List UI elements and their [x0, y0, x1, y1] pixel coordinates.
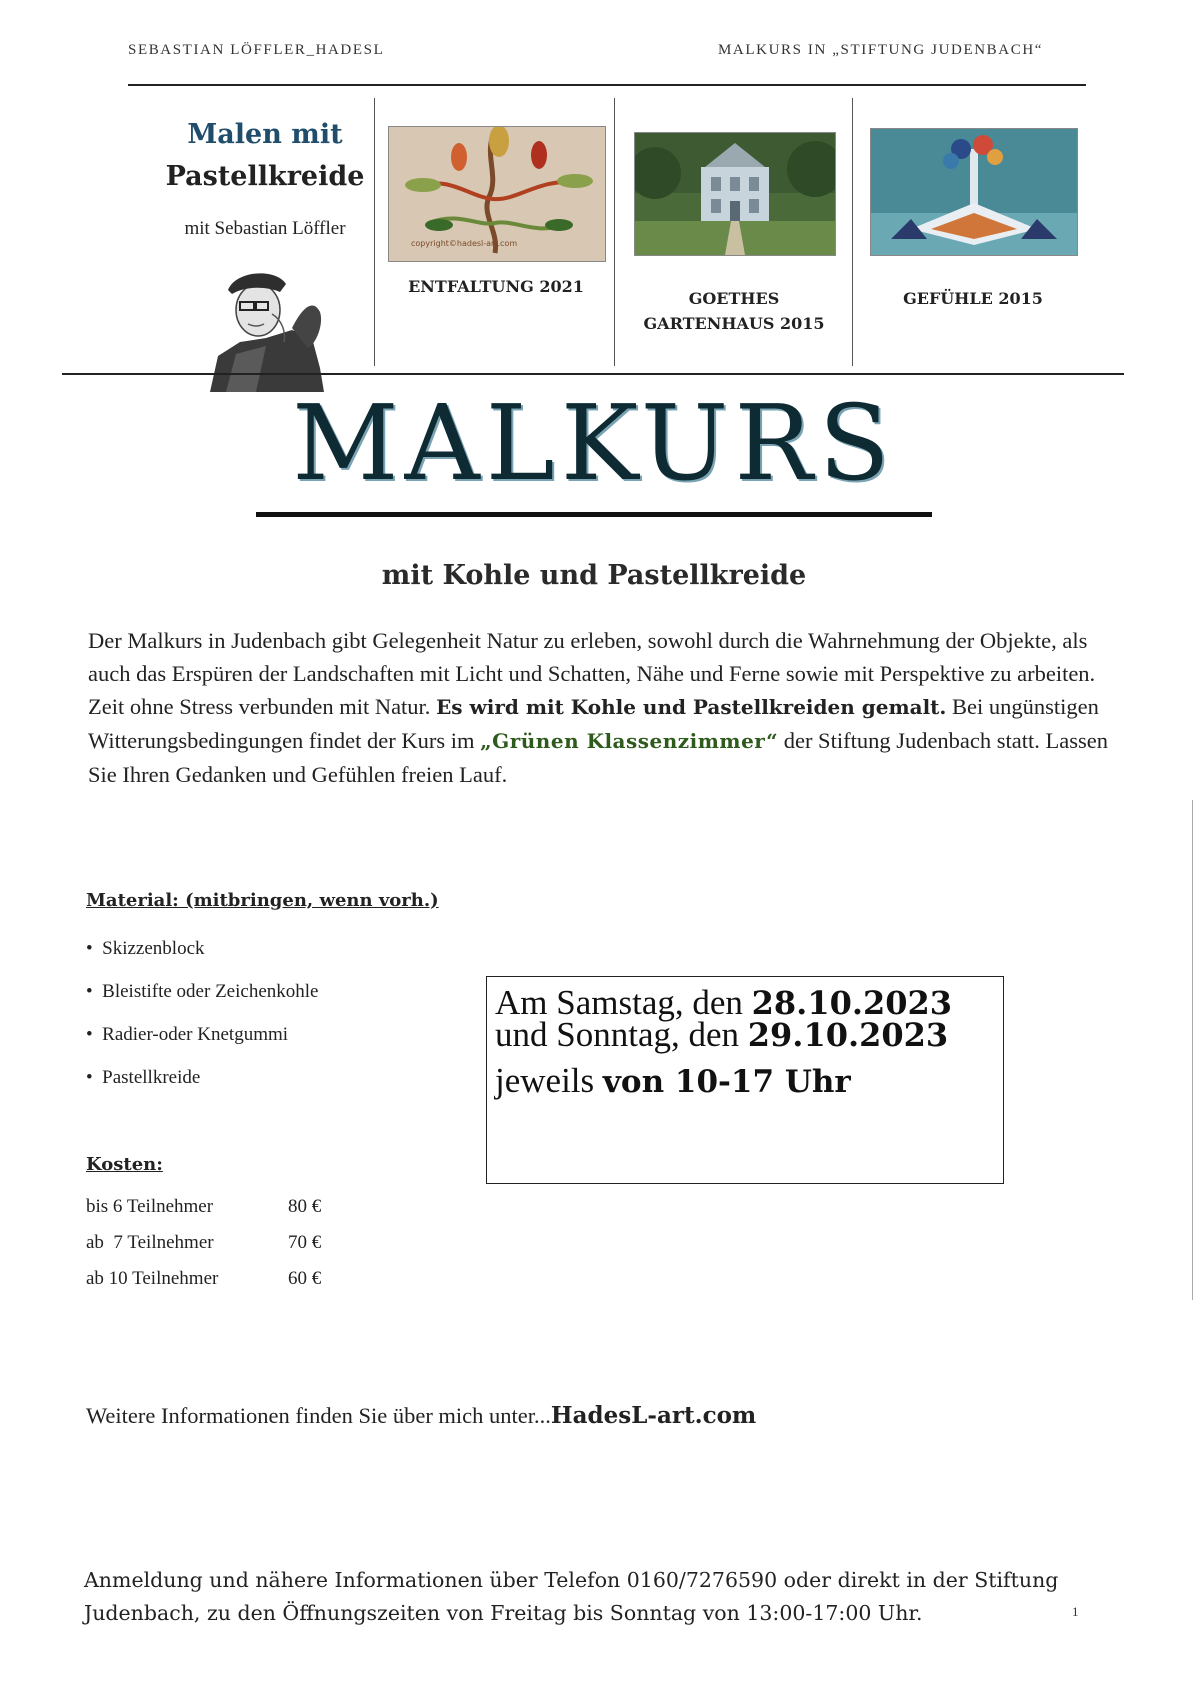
artwork-watermark: copyright©hadesl-art.com	[411, 239, 518, 248]
main-subtitle: mit Kohle und Pastellkreide	[381, 560, 807, 591]
main-title: MALKURS	[292, 382, 896, 504]
artwork-caption	[626, 286, 842, 336]
footer-line2: Judenbach, zu den Öffnungszeiten von Freitag bis Sonntag von 13:00-17:00 Uhr.	[84, 1601, 923, 1625]
dates-box	[486, 976, 1004, 1184]
cost-label: ab 7 Teilnehmer	[86, 1232, 214, 1253]
date-line-sunday	[495, 1015, 995, 1054]
intro-title-line1: Malen mit	[187, 119, 343, 150]
column-divider	[614, 98, 615, 366]
header-rule	[128, 84, 1086, 86]
artwork-caption: ENTFALTUNG 2021	[408, 277, 584, 296]
date-line-time	[495, 1057, 995, 1106]
page-number: 1	[1072, 1604, 1079, 1619]
material-item: Pastellkreide	[102, 1067, 201, 1088]
website-link[interactable]: HadesL-art.com	[550, 1402, 757, 1429]
scan-edge	[1192, 800, 1193, 1300]
artwork-caption: GEFÜHLE 2015	[903, 289, 1043, 308]
table-row	[86, 1196, 346, 1232]
artwork-entfaltung-image	[388, 126, 606, 262]
material-item: Skizzenblock	[102, 938, 205, 959]
header-right: MALKURS IN „STIFTUNG JUDENBACH“	[718, 42, 1044, 58]
description-bold: Es wird mit Kohle und Pastellkreiden gemalt.	[436, 695, 947, 719]
intro-byline: mit Sebastian Löffler	[184, 218, 346, 239]
date-sunday-label: und Sonntag, den	[495, 1015, 748, 1054]
cost-price: 60 €	[288, 1268, 322, 1289]
header-left: SEBASTIAN LÖFFLER_HADESL	[128, 42, 385, 58]
section-rule	[62, 373, 1124, 375]
description-tail: Bei ungünstigen Witterungsbedingungen findet der Kurs im	[88, 694, 1099, 753]
material-list	[86, 938, 318, 1110]
time-value: von 10-17 Uhr	[602, 1064, 851, 1100]
main-title-underline	[256, 512, 932, 517]
costs-table	[86, 1196, 346, 1304]
time-label: jeweils	[495, 1061, 603, 1100]
material-heading: Material: (mitbringen, wenn vorh.)	[86, 890, 439, 911]
green-classroom-quote: „Grünen Klassenzimmer“	[480, 729, 779, 753]
column-divider	[852, 98, 853, 366]
artwork-caption-line1: GOETHES	[688, 289, 780, 308]
costs-heading: Kosten:	[86, 1154, 163, 1175]
date-saturday-label: Am Samstag, den	[495, 983, 752, 1022]
intro-title-line2: Pastellkreide	[165, 161, 365, 192]
description-text: Der Malkurs in Judenbach gibt Gelegenheit Natur zu erleben, sowohl durch die Wahrnehmung der Objekte, als auch das Erspüren der Landschaften mit Licht und Schatten, Nähe und Ferne sowie mit Perspektive zu arbeiten. Zeit ohne Stress verbunden mit Natur.	[88, 628, 1096, 719]
info-line	[86, 1402, 756, 1429]
date-sunday-value: 29.10.2023	[747, 1016, 949, 1054]
artwork-gefuehle-image	[870, 128, 1078, 256]
material-item: Radier-oder Knetgummi	[102, 1024, 289, 1045]
artwork-gartenhaus-image	[634, 132, 836, 256]
list-item: • Radier-oder Knetgummi	[86, 1024, 289, 1045]
column-divider	[374, 98, 375, 366]
cost-label: bis 6 Teilnehmer	[86, 1196, 214, 1217]
description-end: der Stiftung Judenbach statt. Lassen Sie Ihren Gedanken und Gefühlen freien Lauf.	[88, 728, 1109, 787]
cost-price: 80 €	[288, 1196, 322, 1217]
date-saturday-value: 28.10.2023	[751, 984, 953, 1022]
table-row	[86, 1232, 346, 1268]
list-item: • Bleistifte oder Zeichenkohle	[86, 981, 319, 1002]
footer-line1: Anmeldung und nähere Informationen über Telefon 0160/7276590 oder direkt in der Stiftung	[84, 1568, 1059, 1592]
info-text: Weitere Informationen finden Sie über mich unter...	[86, 1403, 551, 1428]
artwork-caption-line2: GARTENHAUS 2015	[643, 314, 825, 333]
description-paragraph	[88, 624, 1108, 791]
intro-title	[150, 114, 380, 198]
table-row	[86, 1268, 346, 1304]
cost-price: 70 €	[288, 1232, 322, 1253]
material-item: Bleistifte oder Zeichenkohle	[102, 981, 319, 1002]
list-item: • Pastellkreide	[86, 1067, 201, 1088]
cost-label: ab 10 Teilnehmer	[86, 1268, 219, 1289]
list-item: • Skizzenblock	[86, 938, 205, 959]
